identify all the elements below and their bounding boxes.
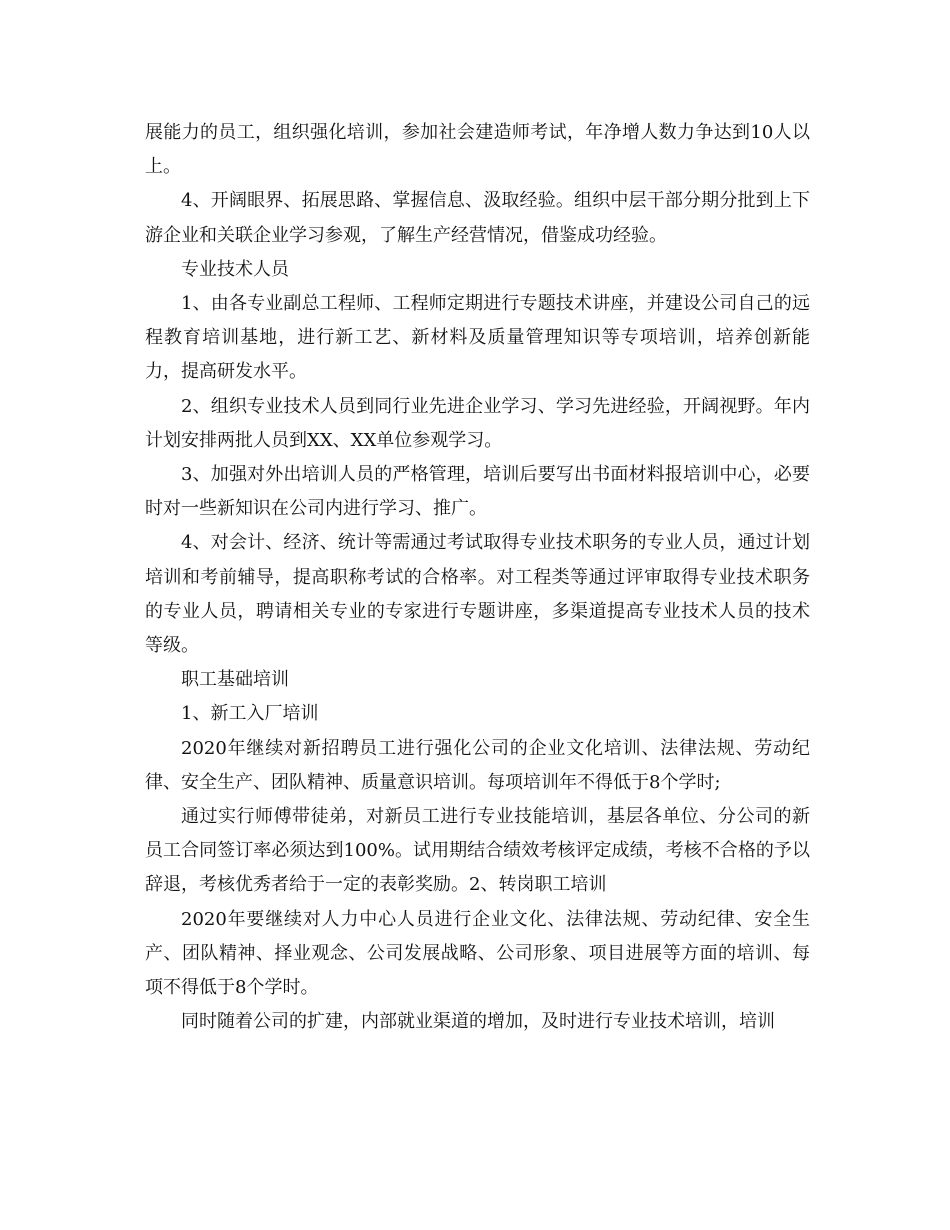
paragraph-external-training-management: 3、加强对外出培训人员的严格管理，培训后要写出书面材料报培训中心，必要时对一些新知识在公司内进行学习、推广。 bbox=[145, 464, 810, 520]
paragraph-continuation: 展能力的员工，组织强化培训，参加社会建造师考试，年净增人数力争达到10人以上。 bbox=[145, 122, 810, 178]
paragraph-peer-visits: 2、组织专业技术人员到同行业先进企业学习、学习先进经验，开阔视野。年内计划安排两批人员到XX、XX单位参观学习。 bbox=[145, 395, 810, 451]
section-heading-basic-training: 职工基础培训 bbox=[181, 669, 289, 691]
paragraph-new-recruit-culture-training: 2020年继续对新招聘员工进行强化公司的企业文化培训、法律法规、劳动纪律、安全生产、团队精神、质量意识培训。每项培训年不得低于8个学时; bbox=[145, 737, 810, 793]
paragraph-transfer-training: 2020年要继续对人力中心人员进行企业文化、法律法规、劳动纪律、安全生产、团队精神、择业观念、公司发展战略、公司形象、项目进展等方面的培训、每项不得低于8个学时。 bbox=[145, 908, 810, 999]
subheading-new-employee-training: 1、新工入厂培训 bbox=[181, 703, 319, 725]
paragraph-professional-titles: 4、对会计、经济、统计等需通过考试取得专业技术职务的专业人员，通过计划培训和考前辅导，提高职称考试的合格率。对工程类等通过评审取得专业技术职务的专业人员，聘请相关专业的专家进行专题讲座，多渠道提高专业技术人员的技术等级。 bbox=[145, 532, 810, 657]
section-heading-technical-staff: 专业技术人员 bbox=[181, 258, 289, 280]
paragraph-broaden-horizons: 4、开阔眼界、拓展思路、掌握信息、汲取经验。组织中层干部分期分批到上下游企业和关联企业学习参观，了解生产经营情况，借鉴成功经验。 bbox=[145, 190, 810, 246]
paragraph-apprenticeship: 通过实行师傅带徒弟，对新员工进行专业技能培训，基层各单位、分公司的新员工合同签订率必须达到100%。试用期结合绩效考核评定成绩，考核不合格的予以辞退，考核优秀者给于一定的表彰奖励。2、转岗职工培训 bbox=[145, 806, 810, 896]
paragraph-technical-lectures: 1、由各专业副总工程师、工程师定期进行专题技术讲座，并建设公司自己的远程教育培训基地，进行新工艺、新材料及质量管理知识等专项培训，培养创新能力，提高研发水平。 bbox=[145, 293, 810, 383]
document-body bbox=[145, 116, 810, 1039]
paragraph-expansion-training: 同时随着公司的扩建，内部就业渠道的增加，及时进行专业技术培训，培训 bbox=[181, 1011, 775, 1033]
